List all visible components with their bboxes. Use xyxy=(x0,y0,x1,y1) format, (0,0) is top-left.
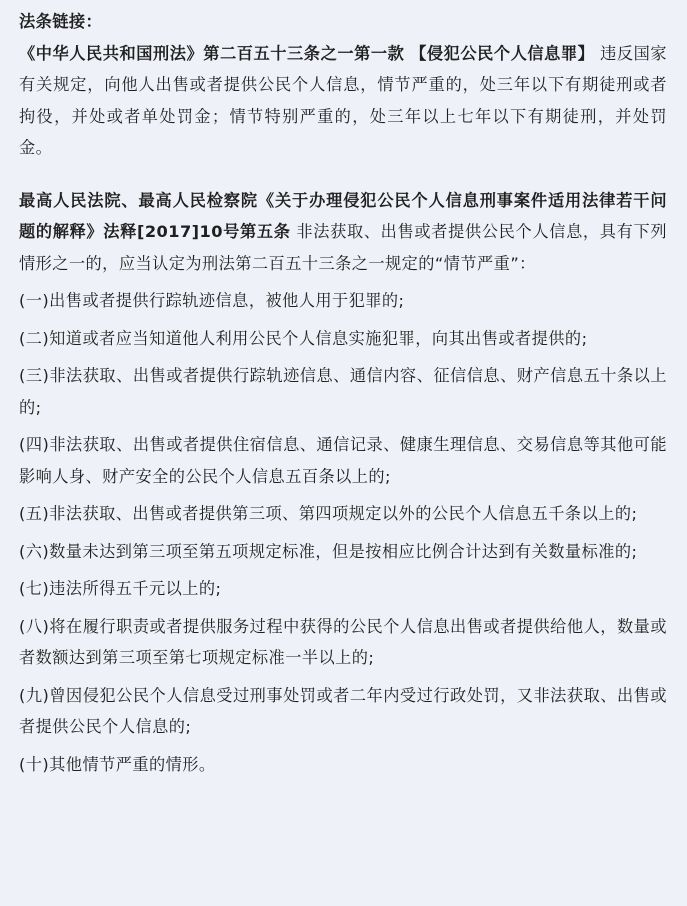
list-item: (四)非法获取、出售或者提供住宿信息、通信记录、健康生理信息、交易信息等其他可能影响人身、财产安全的公民个人信息五百条以上的; xyxy=(19,435,667,486)
criminal-law-article xyxy=(19,38,667,164)
section-spacer xyxy=(19,164,667,185)
criminal-law-section xyxy=(19,6,667,164)
list-item: (九)曾因侵犯公民个人信息受过刑事处罚或者二年内受过行政处罚，又非法获取、出售或者提供公民个人信息的; xyxy=(19,685,667,736)
list-item: (二)知道或者应当知道他人利用公民个人信息实施犯罪，向其出售或者提供的; xyxy=(19,328,588,348)
section-heading: 法条链接： xyxy=(19,12,103,31)
circumstance-list xyxy=(19,285,667,780)
interpretation-paragraph xyxy=(19,185,667,280)
list-item: (十)其他情节严重的情形。 xyxy=(19,754,216,774)
law-article-body: 违反国家有关规定，向他人出售或者提供公民个人信息，情节严重的，处三年以下有期徒刑或者拘役，并处或者单处罚金；情节特别严重的，处三年以上七年以下有期徒刑，并处罚金。 xyxy=(19,43,667,157)
interpretation-intro: 非法获取、出售或者提供公民个人信息，具有下列情形之一的，应当认定为刑法第二百五十三条之一规定的“情节严重”： xyxy=(19,222,667,273)
section-heading-paragraph xyxy=(19,6,667,38)
list-item: (六)数量未达到第三项至第五项规定标准，但是按相应比例合计达到有关数量标准的; xyxy=(19,541,638,561)
interpretation-title: 最高人民法院、最高人民检察院《关于办理侵犯公民个人信息刑事案件适用法律若干问题的解释》法释[2017]10号第五条 xyxy=(19,190,667,241)
list-item: (七)违法所得五千元以上的; xyxy=(19,579,222,598)
list-item: (五)非法获取、出售或者提供第三项、第四项规定以外的公民个人信息五千条以上的; xyxy=(19,504,638,523)
judicial-interpretation-section xyxy=(19,185,667,781)
list-item: (八)将在履行职责或者提供服务过程中获得的公民个人信息出售或者提供给他人，数量或者数额达到第三项至第七项规定标准一半以上的; xyxy=(19,616,667,667)
law-article-title: 《中华人民共和国刑法》第二百五十三条之一第一款 xyxy=(19,43,405,63)
crime-name: 【侵犯公民个人信息罪】 xyxy=(410,43,595,63)
list-item: (一)出售或者提供行踪轨迹信息，被他人用于犯罪的; xyxy=(19,291,405,310)
list-item: (三)非法获取、出售或者提供行踪轨迹信息、通信内容、征信信息、财产信息五十条以上的; xyxy=(19,366,667,417)
